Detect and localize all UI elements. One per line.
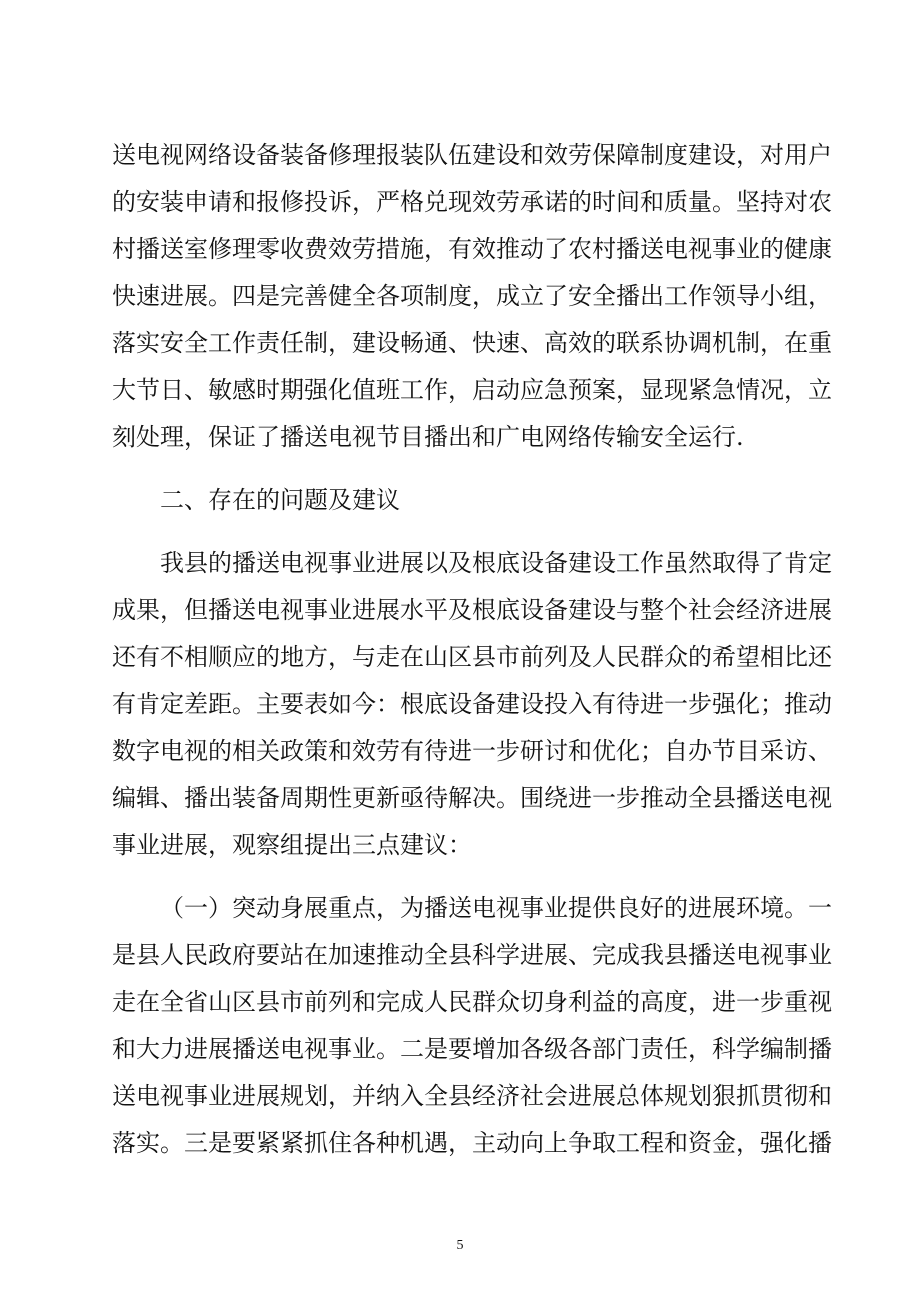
paragraph-line: 成果，但播送电视事业进展水平及根底设备建设与整个社会经济进展 — [112, 596, 832, 624]
paragraph-line: 大节日、敏感时期强化值班工作，启动应急预案，显现紧急情况，立 — [112, 376, 832, 404]
paragraph-line: 走在全省山区县市前列和完成人民群众切身利益的高度，进一步重视 — [112, 988, 832, 1016]
paragraph-line: 落实。三是要紧紧抓住各种机遇，主动向上争取工程和资金，强化播 — [112, 1129, 832, 1157]
paragraph-line: 刻处理，保证了播送电视节目播出和广电网络传输安全运行. — [112, 423, 744, 451]
section-heading: 二、存在的问题及建议 — [160, 486, 400, 514]
paragraph-line: （一）突动身展重点，为播送电视事业提供良好的进展环境。一 — [160, 894, 832, 922]
paragraph-line: 送电视事业进展规划，并纳入全县经济社会进展总体规划狠抓贯彻和 — [112, 1082, 832, 1110]
paragraph-line: 送电视网络设备装备修理报装队伍建设和效劳保障制度建设，对用户 — [112, 141, 832, 169]
paragraph-line: 还有不相顺应的地方，与走在山区县市前列及人民群众的希望相比还 — [112, 643, 832, 671]
paragraph-line: 我县的播送电视事业进展以及根底设备建设工作虽然取得了肯定 — [160, 549, 832, 577]
paragraph-line: 和大力进展播送电视事业。二是要增加各级各部门责任，科学编制播 — [112, 1035, 832, 1063]
paragraph-line: 落实安全工作责任制，建设畅通、快速、高效的联系协调机制，在重 — [112, 329, 832, 357]
paragraph-line: 的安装申请和报修投诉，严格兑现效劳承诺的时间和质量。坚持对农 — [112, 188, 832, 216]
paragraph-line: 村播送室修理零收费效劳措施，有效推动了农村播送电视事业的健康 — [112, 235, 832, 263]
paragraph-line: 有肯定差距。主要表如今：根底设备建设投入有待进一步强化；推动 — [112, 690, 832, 718]
paragraph-line: 是县人民政府要站在加速推动全县科学进展、完成我县播送电视事业 — [112, 941, 832, 969]
paragraph-line: 数字电视的相关政策和效劳有待进一步研讨和优化；自办节目采访、 — [112, 737, 832, 765]
paragraph-line: 编辑、播出装备周期性更新亟待解决。围绕进一步推动全县播送电视 — [112, 784, 832, 812]
paragraph-line: 快速进展。四是完善健全各项制度，成立了安全播出工作领导小组， — [112, 282, 832, 310]
paragraph-line: 事业进展，观察组提出三点建议： — [112, 831, 472, 859]
page-number: 5 — [456, 1238, 464, 1253]
